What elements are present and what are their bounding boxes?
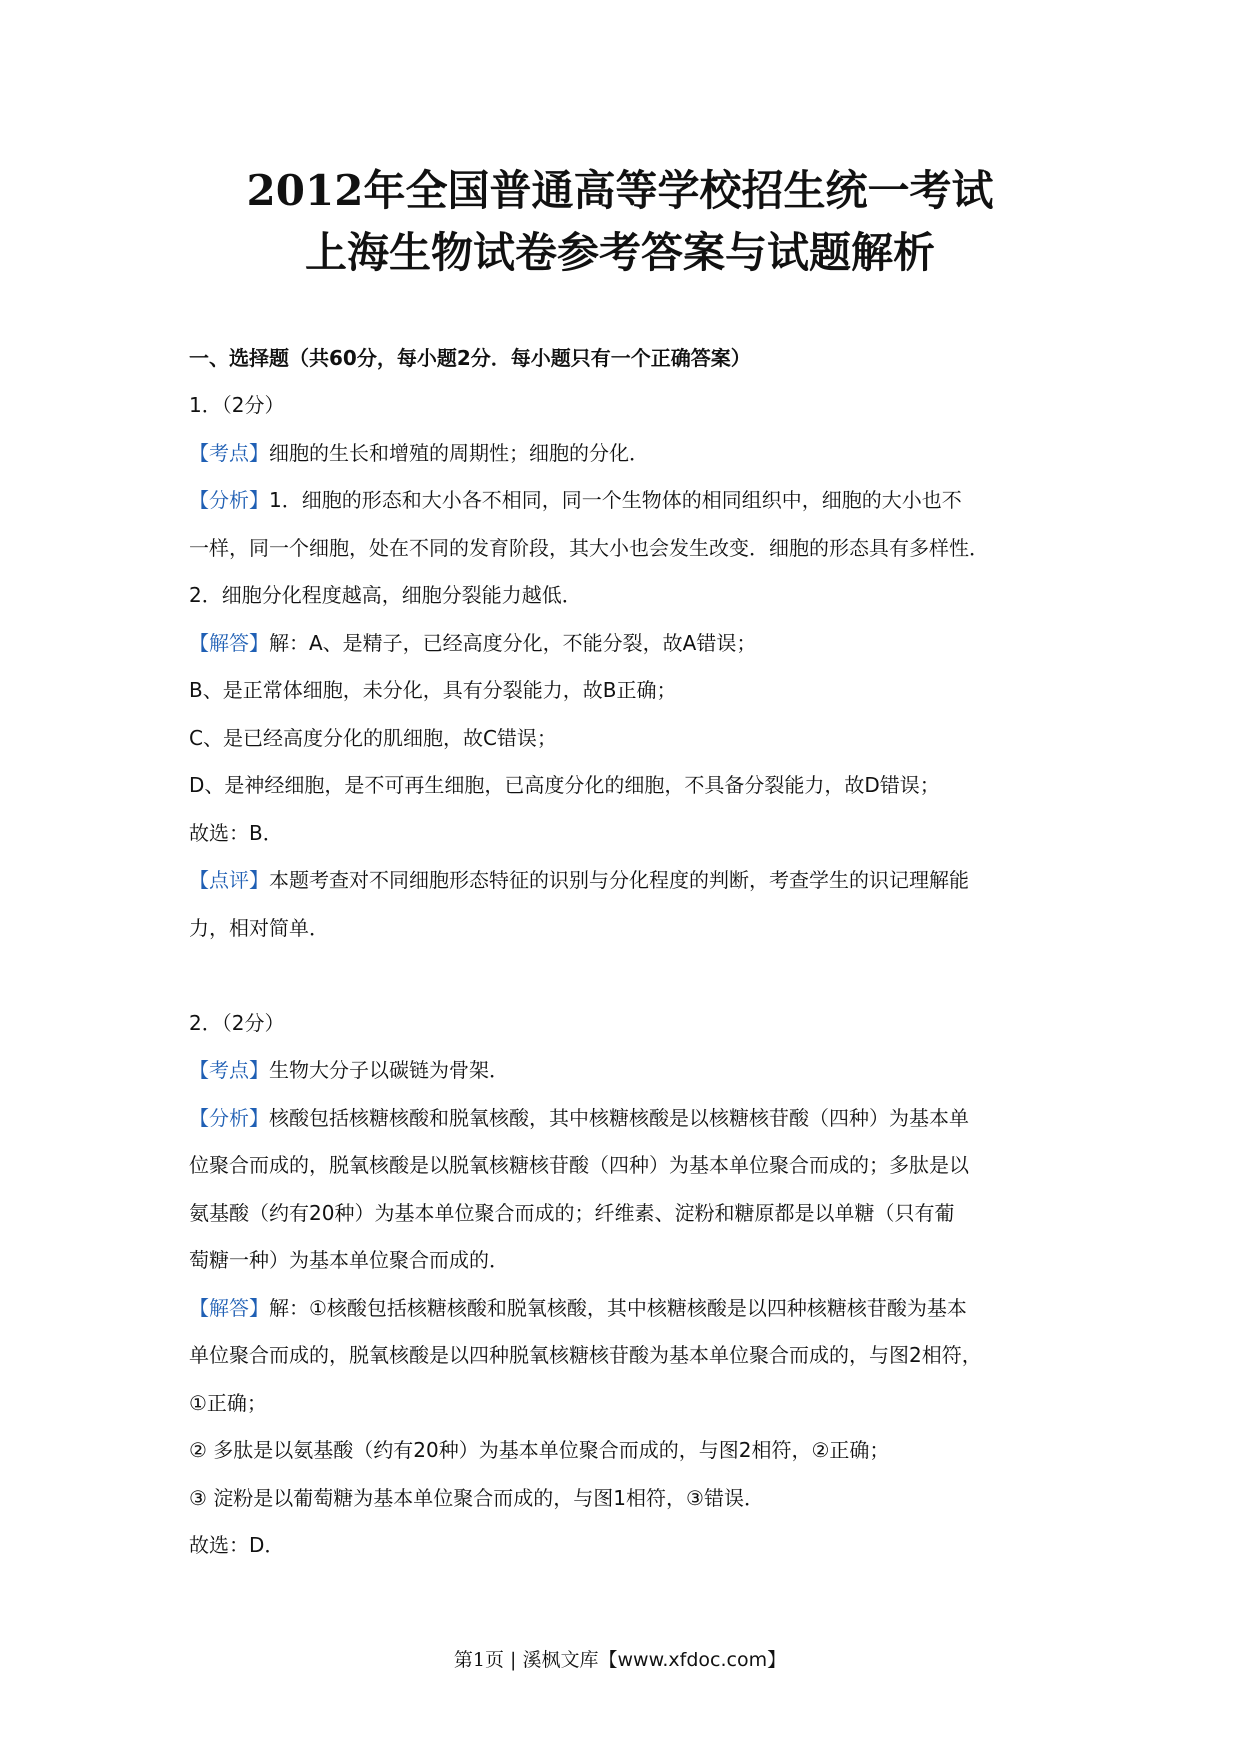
jieda-tag: 【解答】 xyxy=(189,1295,269,1320)
jieda-text: 解：A、是精子，已经高度分化，不能分裂，故A错误； xyxy=(269,630,757,655)
question-2 xyxy=(189,1000,1069,1570)
dianping-text: 本题考查对不同细胞形态特征的识别与分化程度的判断，考查学生的识记理解能 xyxy=(269,868,969,892)
fenxi-line: 2．细胞分化程度越高，细胞分裂能力越低． xyxy=(189,583,582,607)
kaodian-text: 细胞的生长和增殖的周期性；细胞的分化． xyxy=(269,440,649,465)
jieda-line xyxy=(189,620,1069,668)
document-title xyxy=(0,160,1240,284)
kaodian-tag: 【考点】 xyxy=(189,440,269,465)
jieda-line: ①正确； xyxy=(189,1390,267,1415)
question-header: 2．（2分） xyxy=(189,1010,285,1035)
jieda-line: 故选：B． xyxy=(189,820,283,845)
fenxi-line: 萄糖一种）为基本单位聚合而成的． xyxy=(189,1248,509,1272)
kaodian-tag: 【考点】 xyxy=(189,1058,269,1082)
dianping-line: 力，相对简单． xyxy=(189,915,329,940)
jieda-tag: 【解答】 xyxy=(189,630,269,655)
dianping-line xyxy=(189,857,1069,905)
fenxi-text: 核酸包括核糖核酸和脱氧核酸，其中核糖核酸是以核糖核苷酸（四种）为基本单 xyxy=(269,1105,969,1130)
jieda-line: D、是神经细胞，是不可再生细胞，已高度分化的细胞，不具备分裂能力，故D错误； xyxy=(189,773,940,797)
dianping-tag: 【点评】 xyxy=(189,868,269,892)
jieda-line xyxy=(189,1285,1069,1333)
fenxi-text: 1．细胞的形态和大小各不相同，同一个生物体的相同组织中，细胞的大小也不 xyxy=(269,488,962,512)
page-footer xyxy=(0,1645,1240,1675)
jieda-line: C、是已经高度分化的肌细胞，故C错误； xyxy=(189,725,557,750)
jieda-line: ③ 淀粉是以葡萄糖为基本单位聚合而成的，与图1相符，③错误． xyxy=(189,1485,764,1510)
fenxi-line: 氨基酸（约有20种）为基本单位聚合而成的；纤维素、淀粉和糖原都是以单糖（只有葡 xyxy=(189,1200,955,1225)
fenxi-line xyxy=(189,477,1069,525)
kaodian-line xyxy=(189,1047,1069,1095)
footer-page-number: 1 xyxy=(472,1649,485,1671)
title-line-2: 上海生物试卷参考答案与试题解析 xyxy=(304,228,935,277)
question-spacer xyxy=(189,952,1069,1000)
question-1 xyxy=(189,382,1069,952)
fenxi-line: 一样，同一个细胞，处在不同的发育阶段，其大小也会发生改变．细胞的形态具有多样性． xyxy=(189,535,989,560)
kaodian-line xyxy=(189,430,1069,478)
footer-page-prefix: 第 xyxy=(453,1649,473,1671)
section-heading: 一、选择题（共60分，每小题2分．每小题只有一个正确答案） xyxy=(189,346,751,370)
jieda-line: ② 多肽是以氨基酸（约有20种）为基本单位聚合而成的，与图2相符，②正确； xyxy=(189,1438,890,1462)
fenxi-tag: 【分析】 xyxy=(189,1105,269,1130)
question-header: 1．（2分） xyxy=(189,393,285,417)
title-line-1: 2012年全国普通高等学校招生统一考试 xyxy=(246,166,994,215)
footer-page-suffix: 页 xyxy=(484,1649,504,1671)
fenxi-line: 位聚合而成的，脱氧核酸是以脱氧核糖核苷酸（四种）为基本单位聚合而成的；多肽是以 xyxy=(189,1153,969,1177)
jieda-line: 故选：D． xyxy=(189,1533,285,1557)
jieda-line: 单位聚合而成的，脱氧核酸是以四种脱氧核糖核苷酸为基本单位聚合而成的，与图2相符， xyxy=(189,1343,982,1367)
footer-library: 溪枫文库 xyxy=(522,1649,599,1671)
jieda-line: B、是正常体细胞，未分化，具有分裂能力，故B正确； xyxy=(189,678,677,702)
kaodian-text: 生物大分子以碳链为骨架． xyxy=(269,1058,509,1082)
footer-site-link[interactable]: 【www.xfdoc.com】 xyxy=(598,1649,787,1671)
footer-separator: | xyxy=(504,1649,523,1671)
fenxi-line xyxy=(189,1095,1069,1143)
jieda-text: 解：①核酸包括核糖核酸和脱氧核酸，其中核糖核酸是以四种核糖核苷酸为基本 xyxy=(269,1295,967,1320)
fenxi-tag: 【分析】 xyxy=(189,488,269,512)
document-body xyxy=(189,334,1069,1570)
